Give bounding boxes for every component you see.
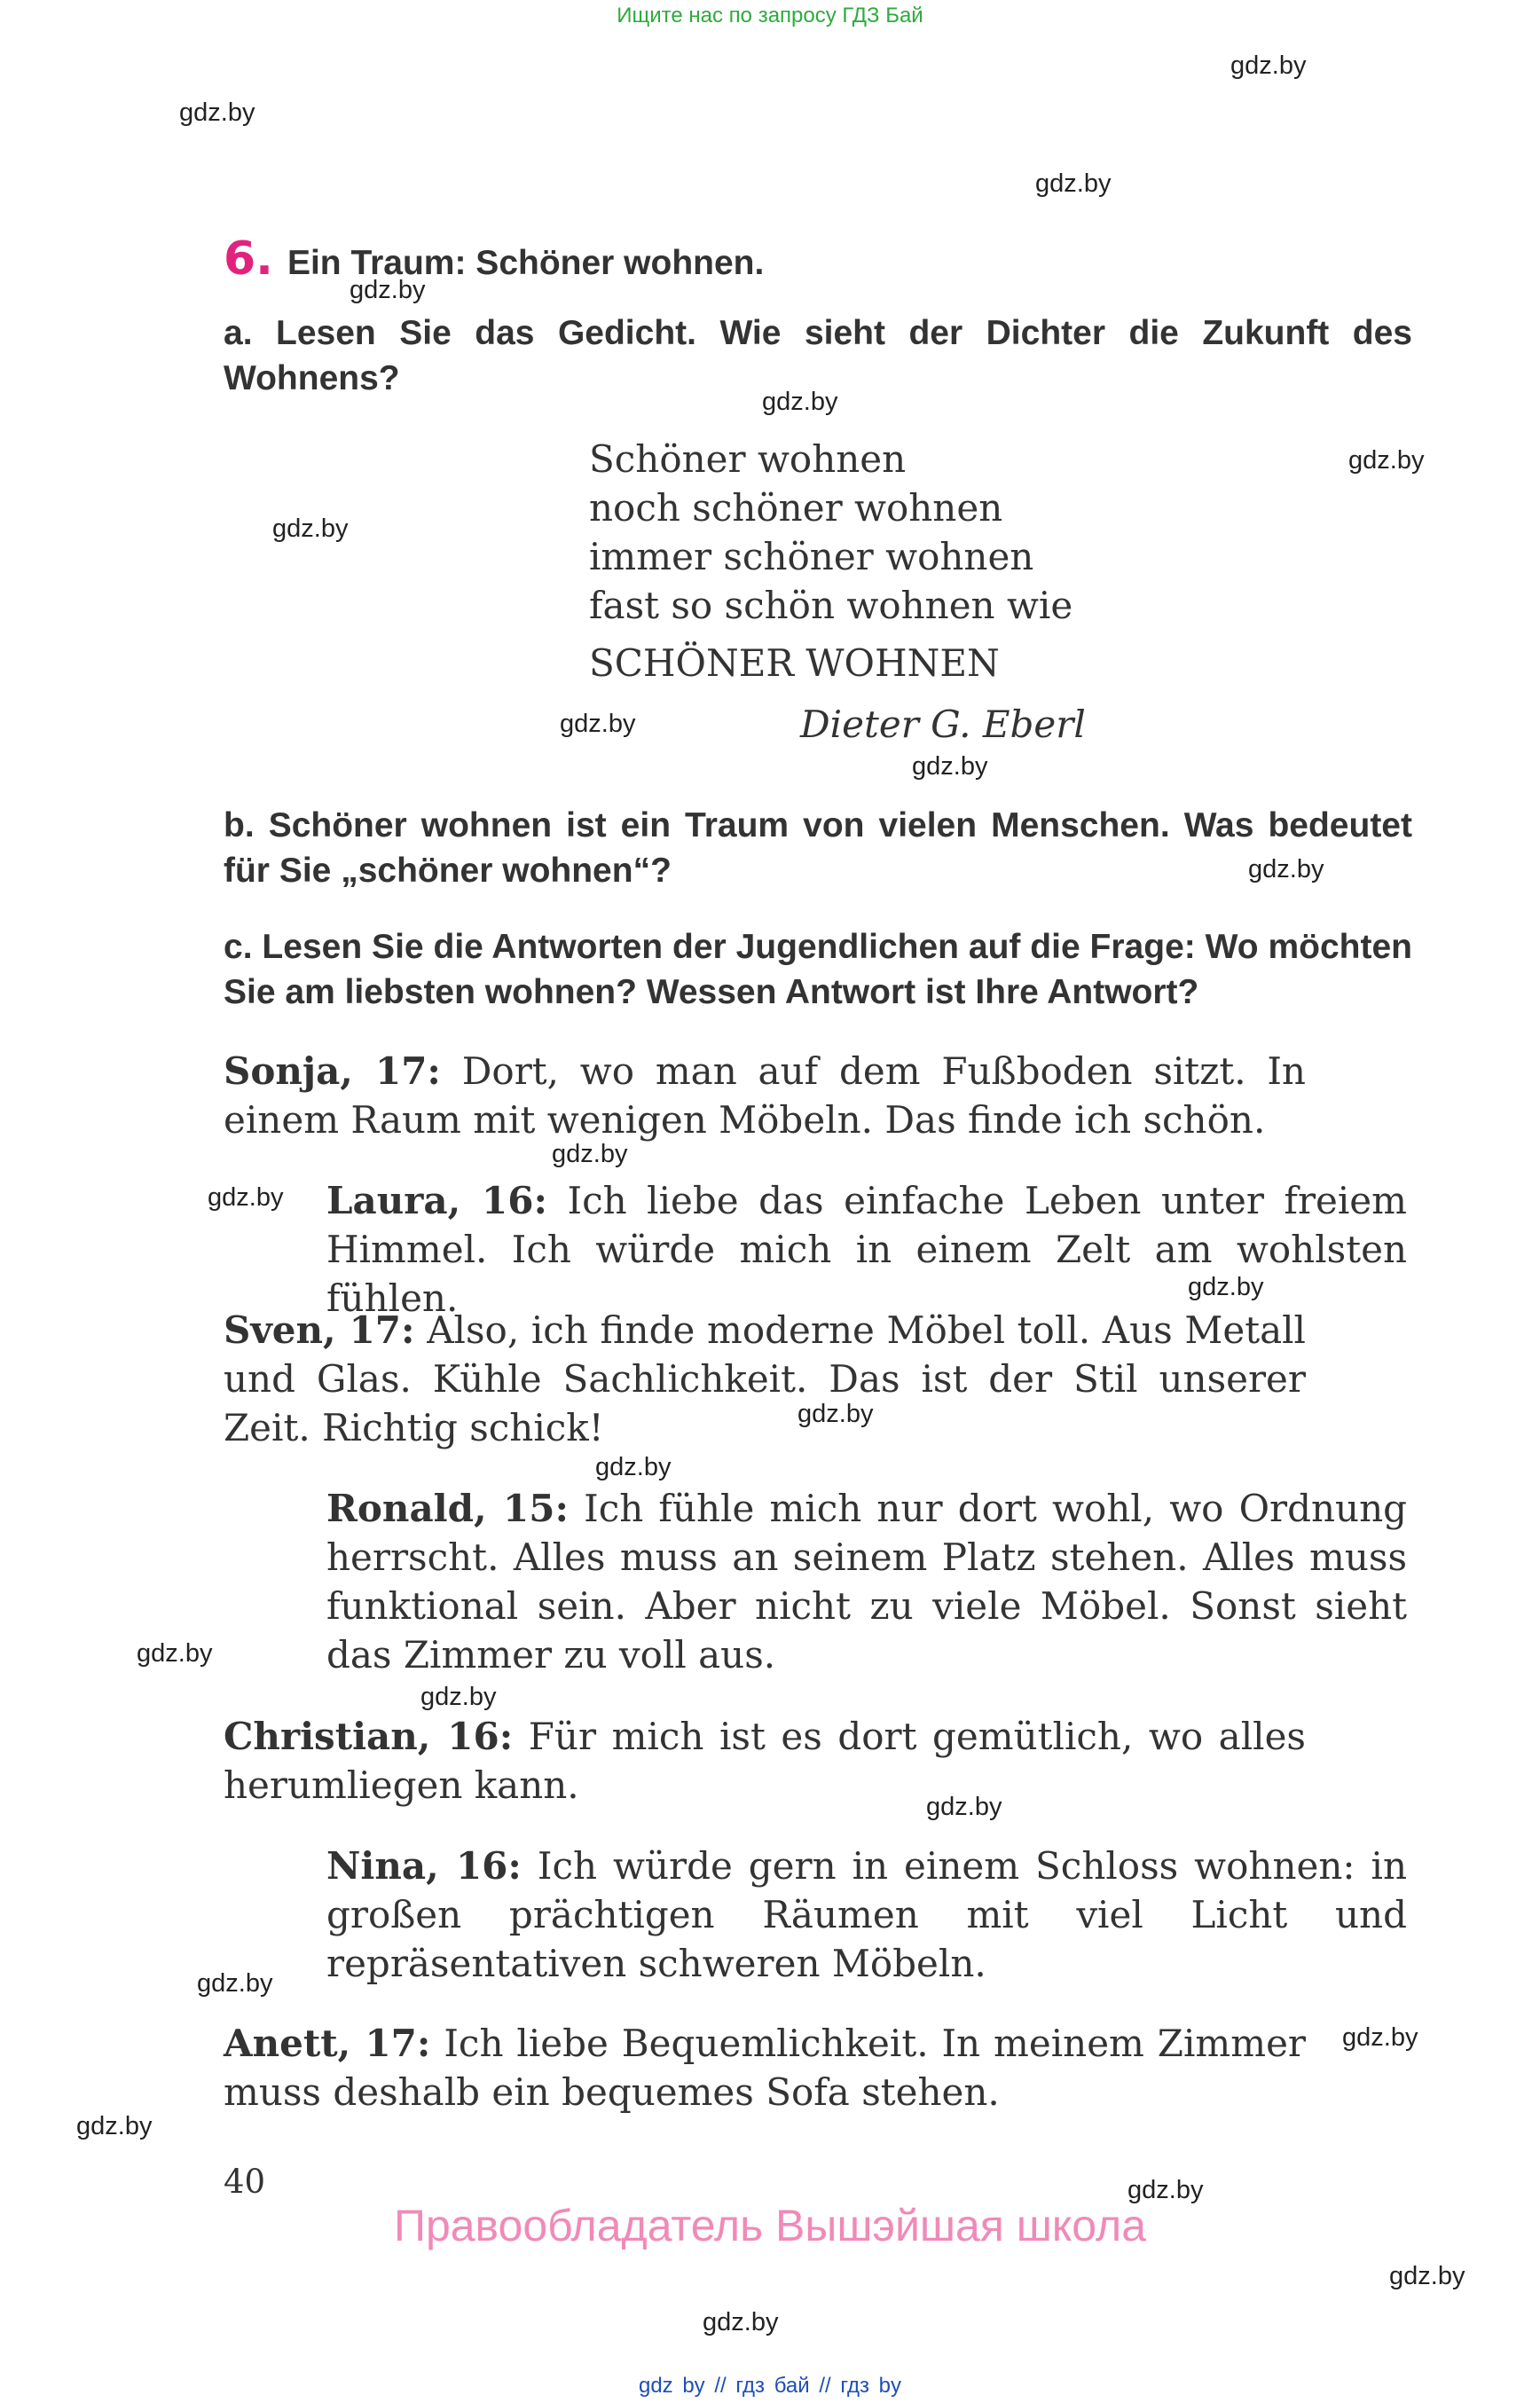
question-a: a. Lesen Sie das Gedicht. Wie sieht der Dichter die Zukunft des Wohnens? [224, 314, 1412, 397]
watermark: gdz.by [350, 276, 426, 304]
answer-text: Ich würde gern in einem Schloss wohnen: in großen prächtigen Räumen mit viel Licht und repräsentativen schweren Möbeln. [326, 1844, 1407, 1985]
answer-text: Dort, wo man auf dem Fußboden sitzt. In einem Raum mit wenigen Möbeln. Das finde ich schön. [224, 1049, 1306, 1142]
watermark: gdz.by [560, 710, 636, 738]
answer-speaker: Ronald, 15: [326, 1487, 569, 1530]
answer-speaker: Sonja, 17: [224, 1049, 441, 1093]
watermark: gdz.by [76, 2112, 153, 2140]
watermark: gdz.by [137, 1639, 213, 1668]
watermark: gdz.by [552, 1140, 628, 1168]
watermark: gdz.by [1128, 2176, 1204, 2204]
page-number: 40 [224, 2163, 266, 2201]
answer-speaker: Sven, 17: [224, 1308, 415, 1352]
watermark: gdz.by [1348, 446, 1425, 475]
task-header [224, 232, 764, 286]
top-banner[interactable]: Ищите нас по запросу ГДЗ Бай [617, 4, 923, 27]
watermark: gdz.by [1230, 51, 1307, 80]
answer-ronald [326, 1484, 1407, 1679]
answer-christian [224, 1712, 1306, 1810]
copyright-notice: Правообладатель Вышэйшая школа [394, 2201, 1146, 2250]
watermark: gdz.by [926, 1793, 1002, 1821]
answer-sonja [224, 1047, 1306, 1144]
poem-final-line: SCHÖNER WOHNEN [589, 641, 1000, 685]
poem-author: Dieter G. Eberl [800, 703, 1086, 746]
poem-line: fast so schön wohnen wie [589, 584, 1073, 627]
watermark: gdz.by [1188, 1273, 1264, 1301]
watermark: gdz.by [762, 388, 838, 416]
watermark: gdz.by [272, 514, 349, 543]
watermark: gdz.by [1035, 169, 1112, 198]
watermark: gdz.by [912, 752, 988, 781]
poem-line: immer schöner wohnen [589, 535, 1034, 578]
answer-text: Also, ich finde moderne Möbel toll. Aus Metall und Glas. Kühle Sachlichkeit. Das ist der Stil unserer Zeit. Richtig schick! [224, 1308, 1306, 1449]
watermark: gdz.by [1342, 2023, 1418, 2052]
watermark: gdz.by [208, 1183, 284, 1212]
poem [589, 435, 1072, 687]
footer-links[interactable]: gdz by // гдз бай // гдз by [638, 2374, 902, 2398]
question-b: b. Schöner wohnen ist ein Traum von vielen Menschen. Was bedeutet für Sie „schöner wohnen“? [224, 806, 1412, 890]
watermark: gdz.by [703, 2308, 779, 2336]
answer-text: Für mich ist es dort gemütlich, wo alles herumliegen kann. [224, 1715, 1306, 1807]
watermark: gdz.by [179, 98, 255, 127]
answer-laura [326, 1176, 1407, 1323]
watermark: gdz.by [798, 1400, 874, 1428]
watermark: gdz.by [420, 1683, 497, 1711]
answer-text: Ich liebe das einfache Leben unter freiem Himmel. Ich würde mich in einem Zelt am wohlsten fühlen. [326, 1179, 1407, 1320]
watermark: gdz.by [1248, 855, 1324, 883]
answer-speaker: Laura, 16: [326, 1179, 547, 1222]
watermark: gdz.by [1389, 2262, 1465, 2290]
answer-sven [224, 1306, 1306, 1452]
poem-line: noch schöner wohnen [589, 486, 1003, 530]
answer-text: Ich liebe Bequemlichkeit. In meinem Zimmer muss deshalb ein bequemes Sofa stehen. [224, 2022, 1306, 2114]
answer-anett [224, 2019, 1306, 2116]
answer-speaker: Nina, 16: [326, 1844, 522, 1888]
task-title: Ein Traum: Schöner wohnen. [287, 244, 765, 282]
answer-speaker: Anett, 17: [224, 2022, 431, 2065]
watermark: gdz.by [595, 1453, 672, 1481]
answer-nina [326, 1842, 1407, 1988]
watermark: gdz.by [197, 1969, 273, 1998]
poem-line: Schöner wohnen [589, 437, 907, 481]
task-number: 6. [224, 232, 273, 286]
answer-speaker: Christian, 16: [224, 1715, 514, 1758]
question-c: c. Lesen Sie die Antworten der Jugendlichen auf die Frage: Wo möchten Sie am liebsten wohnen? Wessen Antwort ist Ihre Antwort? [224, 928, 1412, 1011]
answer-text: Ich fühle mich nur dort wohl, wo Ordnung herrscht. Alles muss an seinem Platz stehen. Alles muss funktional sein. Aber nicht zu viele Möbel. Sonst sieht das Zimmer zu voll aus. [326, 1487, 1407, 1677]
